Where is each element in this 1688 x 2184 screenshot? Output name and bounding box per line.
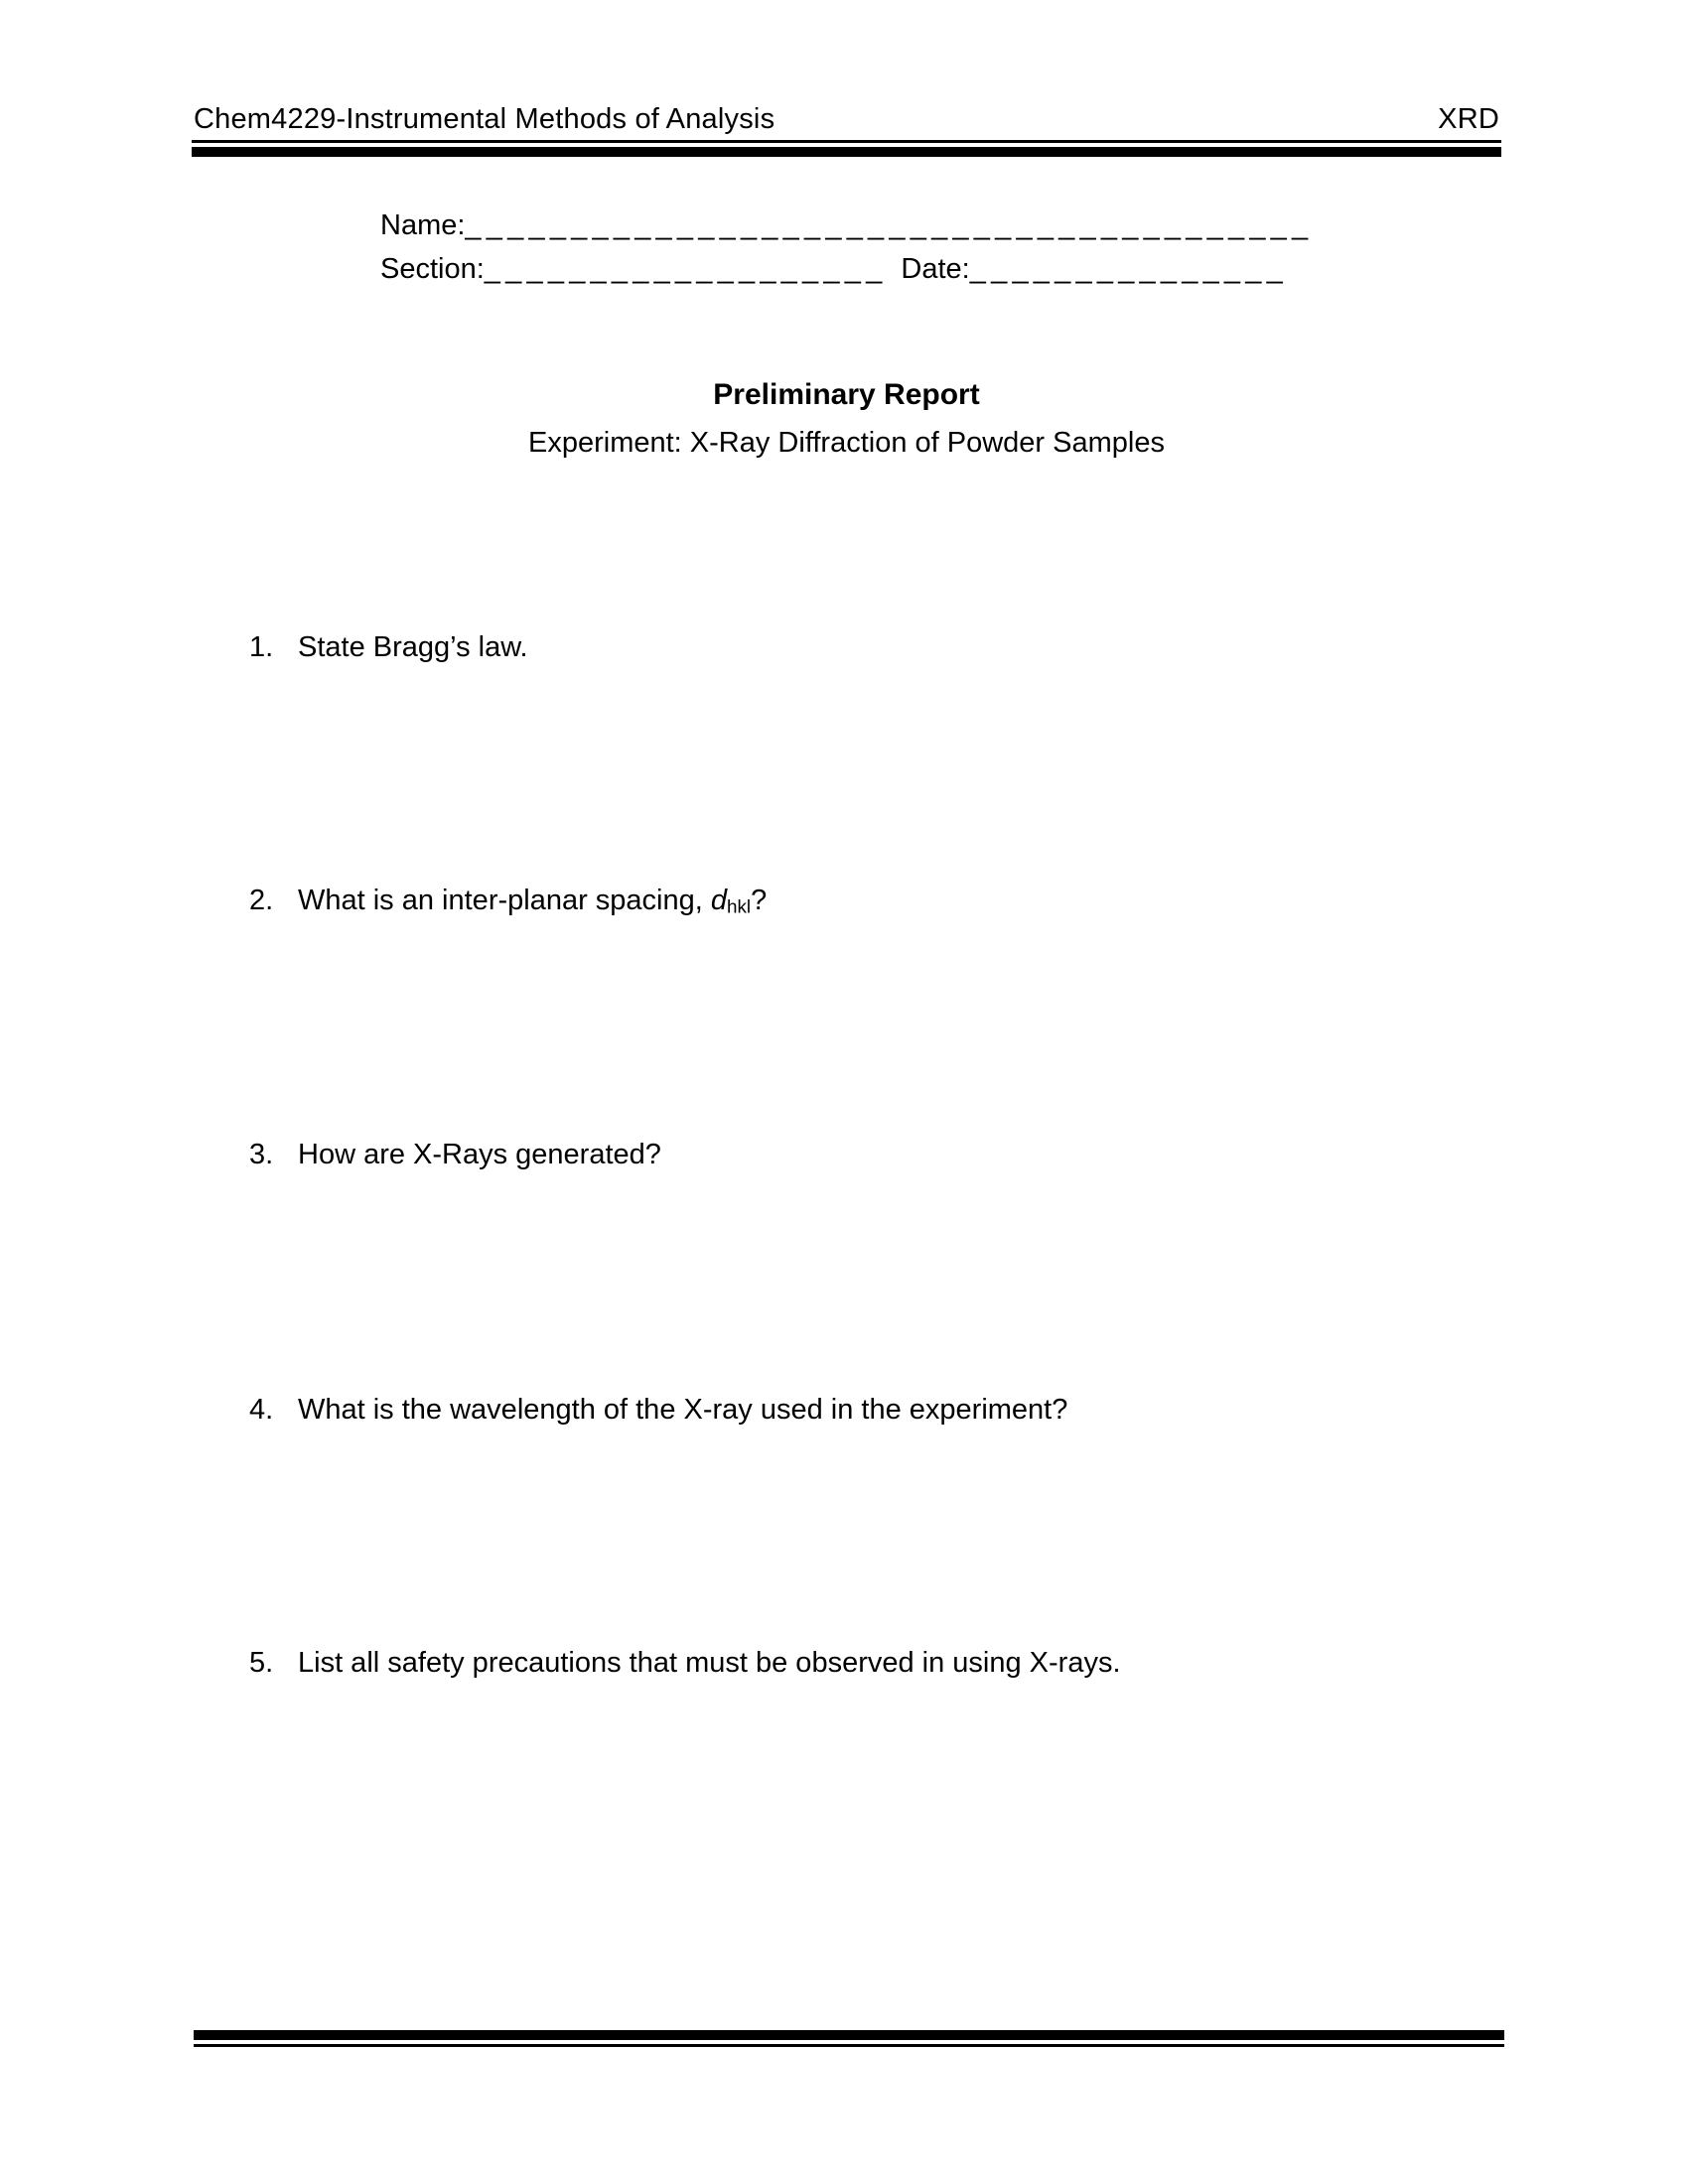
name-row xyxy=(380,211,1313,240)
course-title: Chem4229-Instrumental Methods of Analysis xyxy=(194,103,775,135)
title-block xyxy=(194,380,1499,458)
section-blank-line: ___________________ xyxy=(484,253,888,285)
question-text-suffix: ? xyxy=(751,885,768,916)
question-item-1 xyxy=(249,631,528,664)
header-rule-thin-line xyxy=(192,140,1501,143)
hkl-subscript: hkl xyxy=(727,895,752,917)
header-code-label: XRD xyxy=(1438,103,1499,135)
question-item-3 xyxy=(249,1139,661,1171)
question-text xyxy=(298,885,767,917)
date-blank-line: _______________ xyxy=(969,253,1288,285)
question-text: State Bragg’s law. xyxy=(298,631,528,663)
footer-rule xyxy=(194,2030,1504,2047)
question-number: 5. xyxy=(249,1647,274,1679)
question-text: What is the wavelength of the X-ray used in the experiment? xyxy=(298,1394,1068,1426)
question-text: List all safety precautions that must be observed in using X-rays. xyxy=(298,1647,1121,1679)
question-number: 1. xyxy=(249,631,274,663)
header-rule-thick-bar xyxy=(192,147,1501,157)
question-text: How are X-Rays generated? xyxy=(298,1139,661,1170)
name-label: Name: xyxy=(380,209,466,241)
header-rule xyxy=(192,140,1501,157)
question-number: 2. xyxy=(249,885,274,916)
question-item-2 xyxy=(249,885,767,917)
section-label: Section: xyxy=(380,253,485,285)
question-item-5 xyxy=(249,1647,1121,1680)
footer-rule-thick-bar xyxy=(194,2030,1504,2040)
section-date-row xyxy=(380,255,1288,284)
question-number: 4. xyxy=(249,1394,274,1426)
page-header xyxy=(194,105,1499,134)
question-item-4 xyxy=(249,1394,1067,1427)
report-title: Preliminary Report xyxy=(713,378,980,411)
experiment-subtitle: Experiment: X-Ray Diffraction of Powder Samples xyxy=(528,427,1165,459)
question-text-prefix: What is an inter-planar spacing, xyxy=(298,885,711,916)
d-spacing-symbol: d xyxy=(710,885,728,916)
footer-rule-thin-line xyxy=(194,2044,1504,2047)
date-label: Date: xyxy=(901,253,970,285)
name-blank-line: ________________________________________ xyxy=(465,209,1314,241)
question-number: 3. xyxy=(249,1139,274,1170)
